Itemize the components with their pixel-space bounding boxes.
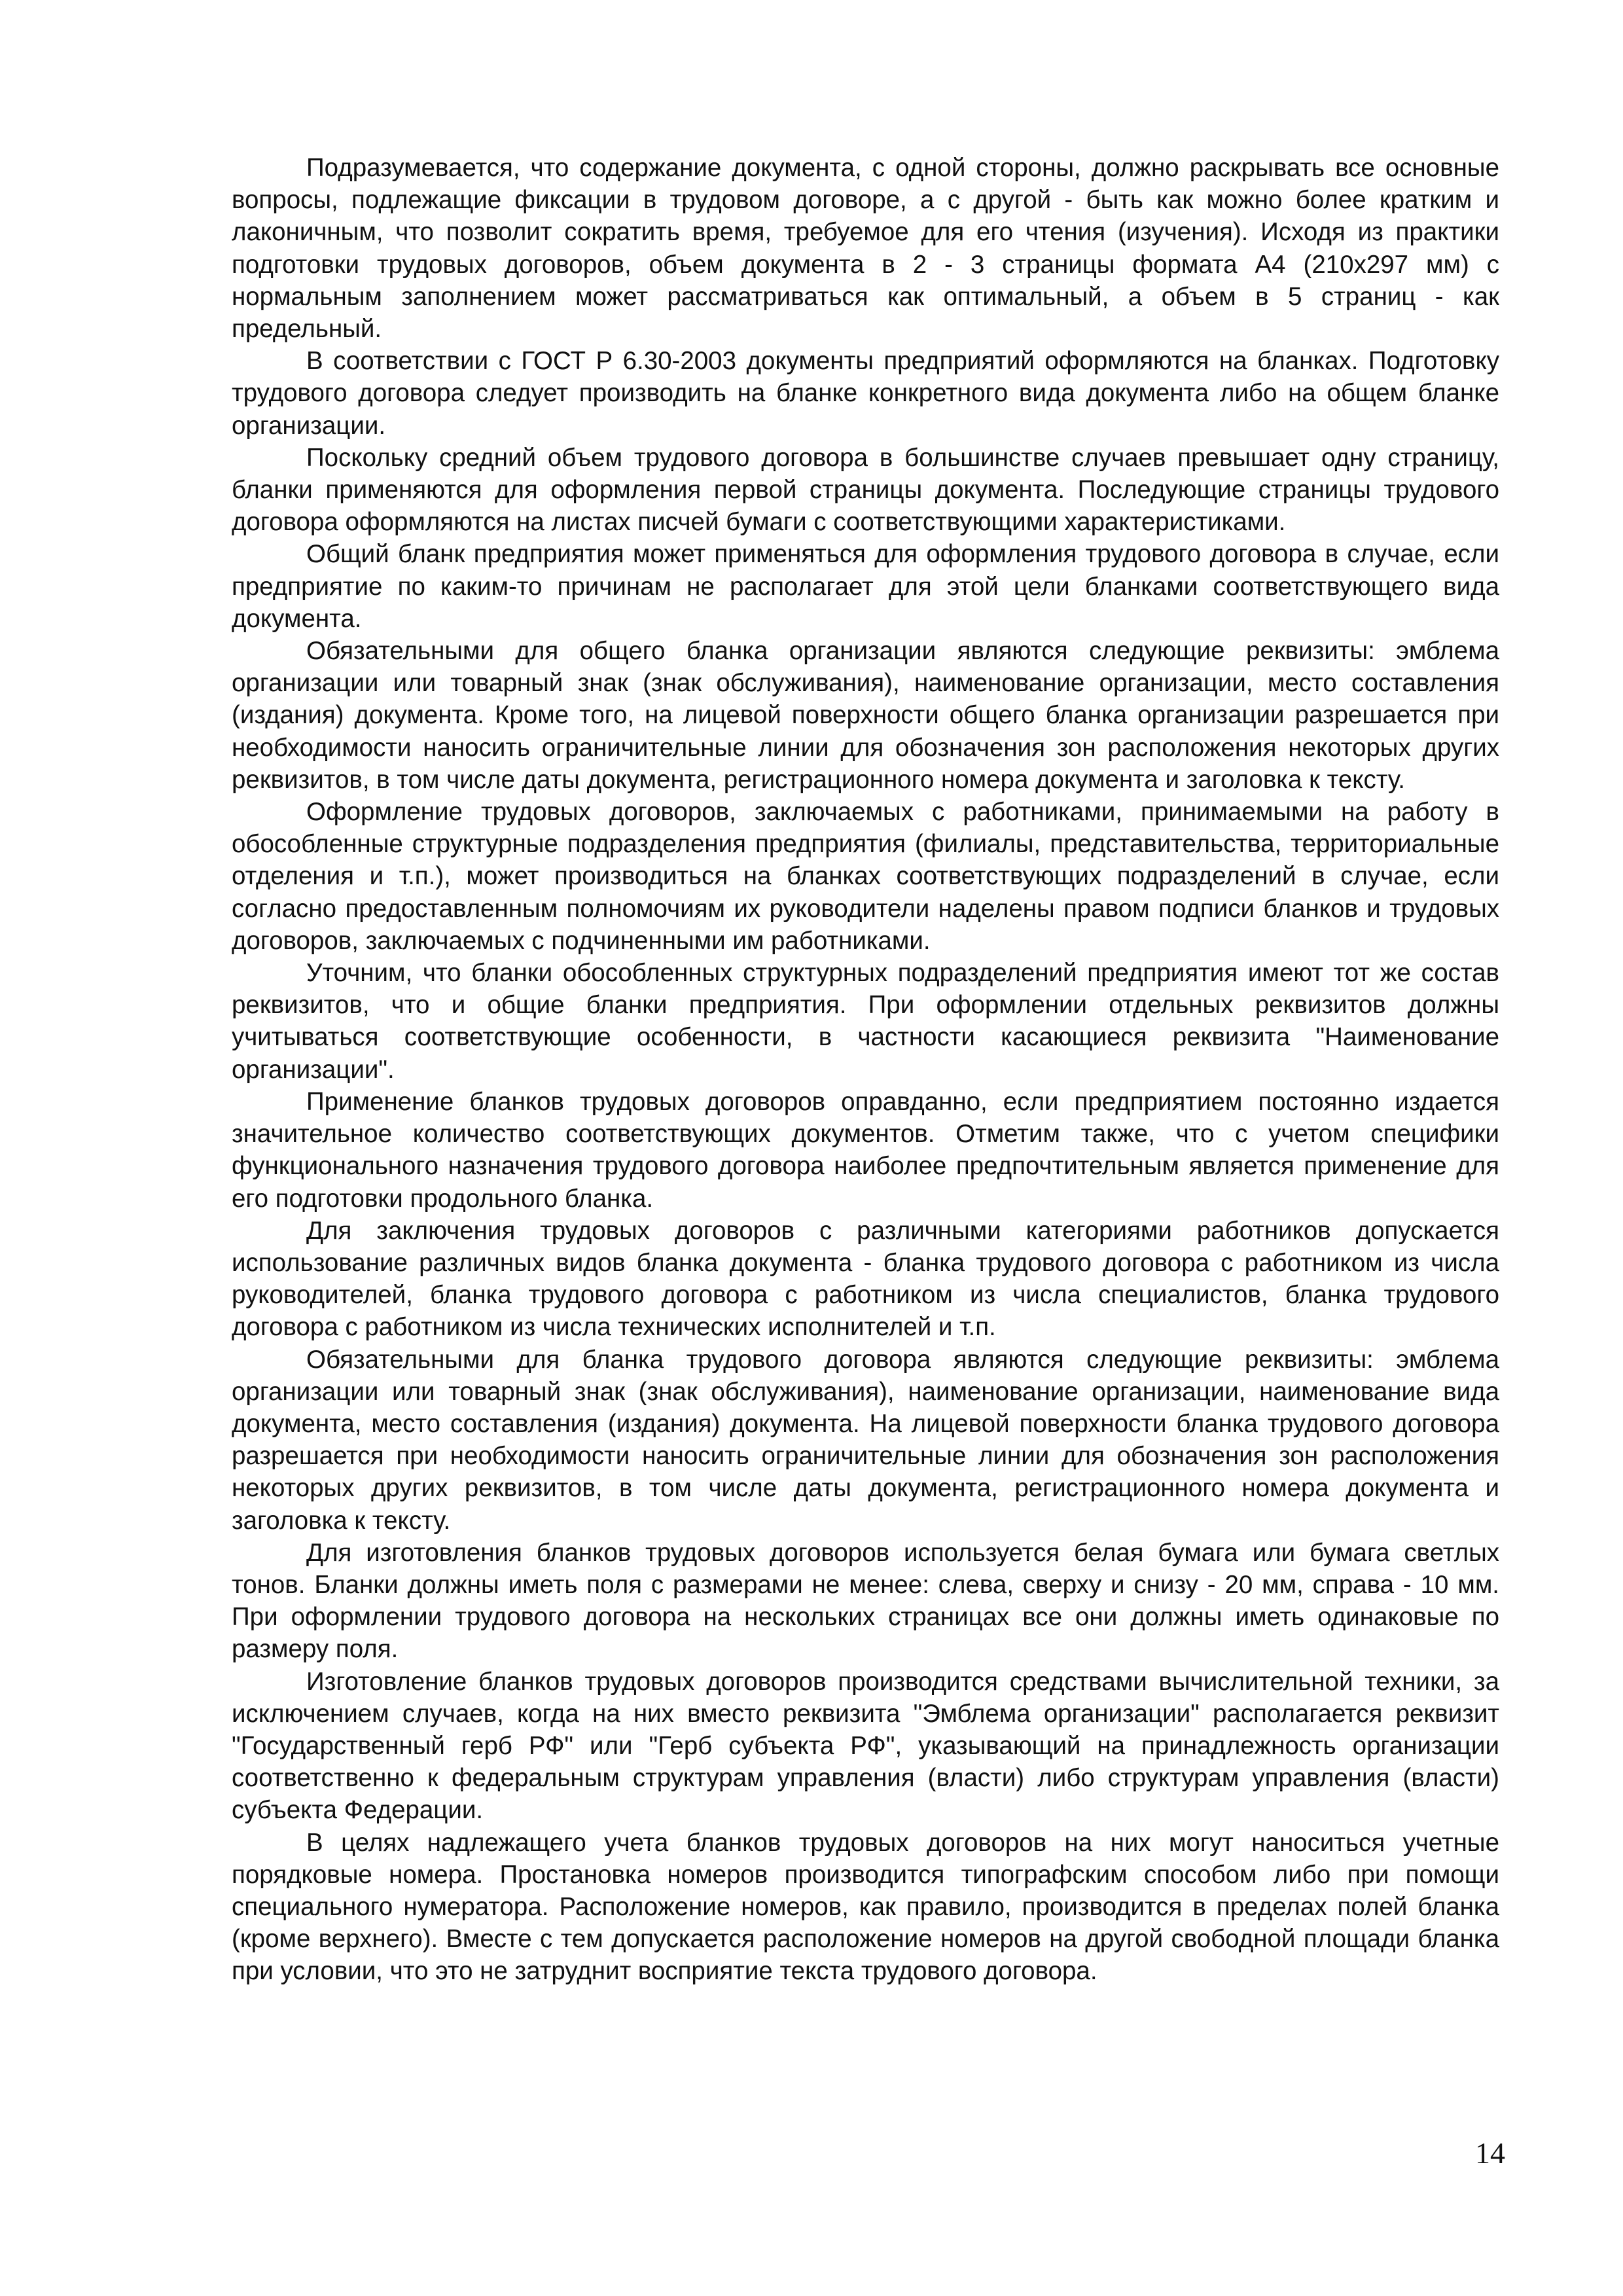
paragraph-10: Обязательными для бланка трудового договора являются следующие реквизиты: эмблема организации или товарный знак (знак обслуживания), наименование организации, наименование вида документа, место составления (издания) документа. На лицевой поверхности бланка трудового договора разрешается при необходимости наносить ограничительные линии для обозначения зон расположения некоторых других реквизитов, в том числе даты документа, регистрационного номера документа и заголовка к тексту. — [232, 1345, 1499, 1535]
paragraph-5: Обязательными для общего бланка организации являются следующие реквизиты: эмблема организации или товарный знак (знак обслуживания), наименование организации, место составления (издания) документа. Кроме того, на лицевой поверхности общего бланка организации разрешается при необходимости наносить ограничительные линии для обозначения зон расположения некоторых других реквизитов, в том числе даты документа, регистрационного номера документа и заголовка к тексту. — [232, 637, 1499, 794]
paragraph-6: Оформление трудовых договоров, заключаемых с работниками, принимаемыми на работу в обособленные структурные подразделения предприятия (филиалы, представительства, территориальные отделения и т.п.), может производиться на бланках соответствующих подразделений в случае, если согласно предоставленным полномочиям их руководители наделены правом подписи бланков и трудовых договоров, заключаемых с подчиненными им работниками. — [232, 798, 1499, 955]
paragraph-3: Поскольку средний объем трудового договора в большинстве случаев превышает одну страницу, бланки применяются для оформления первой страницы документа. Последующие страницы трудового договора оформляются на листах писчей бумаги с соответствующими характеристиками. — [232, 443, 1499, 537]
document-body — [232, 152, 1499, 1988]
paragraph-11: Для изготовления бланков трудовых договоров используется белая бумага или бумага светлых тонов. Бланки должны иметь поля с размерами не менее: слева, сверху и снизу - 20 мм, справа - 10 мм. При оформлении трудового договора на нескольких страницах все они должны иметь одинаковые по размеру поля. — [232, 1538, 1499, 1664]
paragraph-4: Общий бланк предприятия может применяться для оформления трудового договора в случае, если предприятие по каким-то причинам не располагает для этой цели бланками соответствующего вида документа. — [232, 540, 1499, 633]
paragraph-8: Применение бланков трудовых договоров оправданно, если предприятием постоянно издается значительное количество соответствующих документов. Отметим также, что с учетом специфики функционального назначения трудового договора наиболее предпочтительным является применение для его подготовки продольного бланка. — [232, 1087, 1499, 1213]
paragraph-13: В целях надлежащего учета бланков трудовых договоров на них могут наноситься учетные порядковые номера. Простановка номеров производится типографским способом либо при помощи специального нумератора. Расположение номеров, как правило, производится в пределах полей бланка (кроме верхнего). Вместе с тем допускается расположение номеров на другой свободной площади бланка при условии, что это не затруднит восприятие текста трудового договора. — [232, 1828, 1499, 1986]
paragraph-1: Подразумевается, что содержание документа, с одной стороны, должно раскрывать все основные вопросы, подлежащие фиксации в трудовом договоре, а с другой - быть как можно более кратким и лаконичным, что позволит сократить время, требуемое для его чтения (изучения). Исходя из практики подготовки трудовых договоров, объем документа в 2 - 3 страницы формата А4 (210х297 мм) с нормальным заполнением может рассматриваться как оптимальный, а объем в 5 страниц - как предельный. — [232, 154, 1499, 344]
paragraph-12: Изготовление бланков трудовых договоров производится средствами вычислительной техники, за исключением случаев, когда на них вместо реквизита "Эмблема организации" располагается реквизит "Государственный герб РФ" или "Герб субъекта РФ", указывающий на принадлежность организации соответственно к федеральным структурам управления (власти) либо структурам управления (власти) субъекта Федерации. — [232, 1667, 1499, 1825]
paragraph-2: В соответствии с ГОСТ Р 6.30-2003 документы предприятий оформляются на бланках. Подготовку трудового договора следует производить на бланке конкретного вида документа либо на общем бланке организации. — [232, 347, 1499, 440]
page-number: 14 — [1475, 2136, 1505, 2170]
paragraph-7: Уточним, что бланки обособленных структурных подразделений предприятия имеют тот же состав реквизитов, что и общие бланки предприятия. При оформлении отдельных реквизитов должны учитываться соответствующие особенности, в частности касающиеся реквизита "Наименование организации". — [232, 959, 1499, 1084]
paragraph-9: Для заключения трудовых договоров с различными категориями работников допускается использование различных видов бланка документа - бланка трудового договора с работником из числа руководителей, бланка трудового договора с работником из числа специалистов, бланка трудового договора с работником из числа технических исполнителей и т.п. — [232, 1216, 1499, 1342]
